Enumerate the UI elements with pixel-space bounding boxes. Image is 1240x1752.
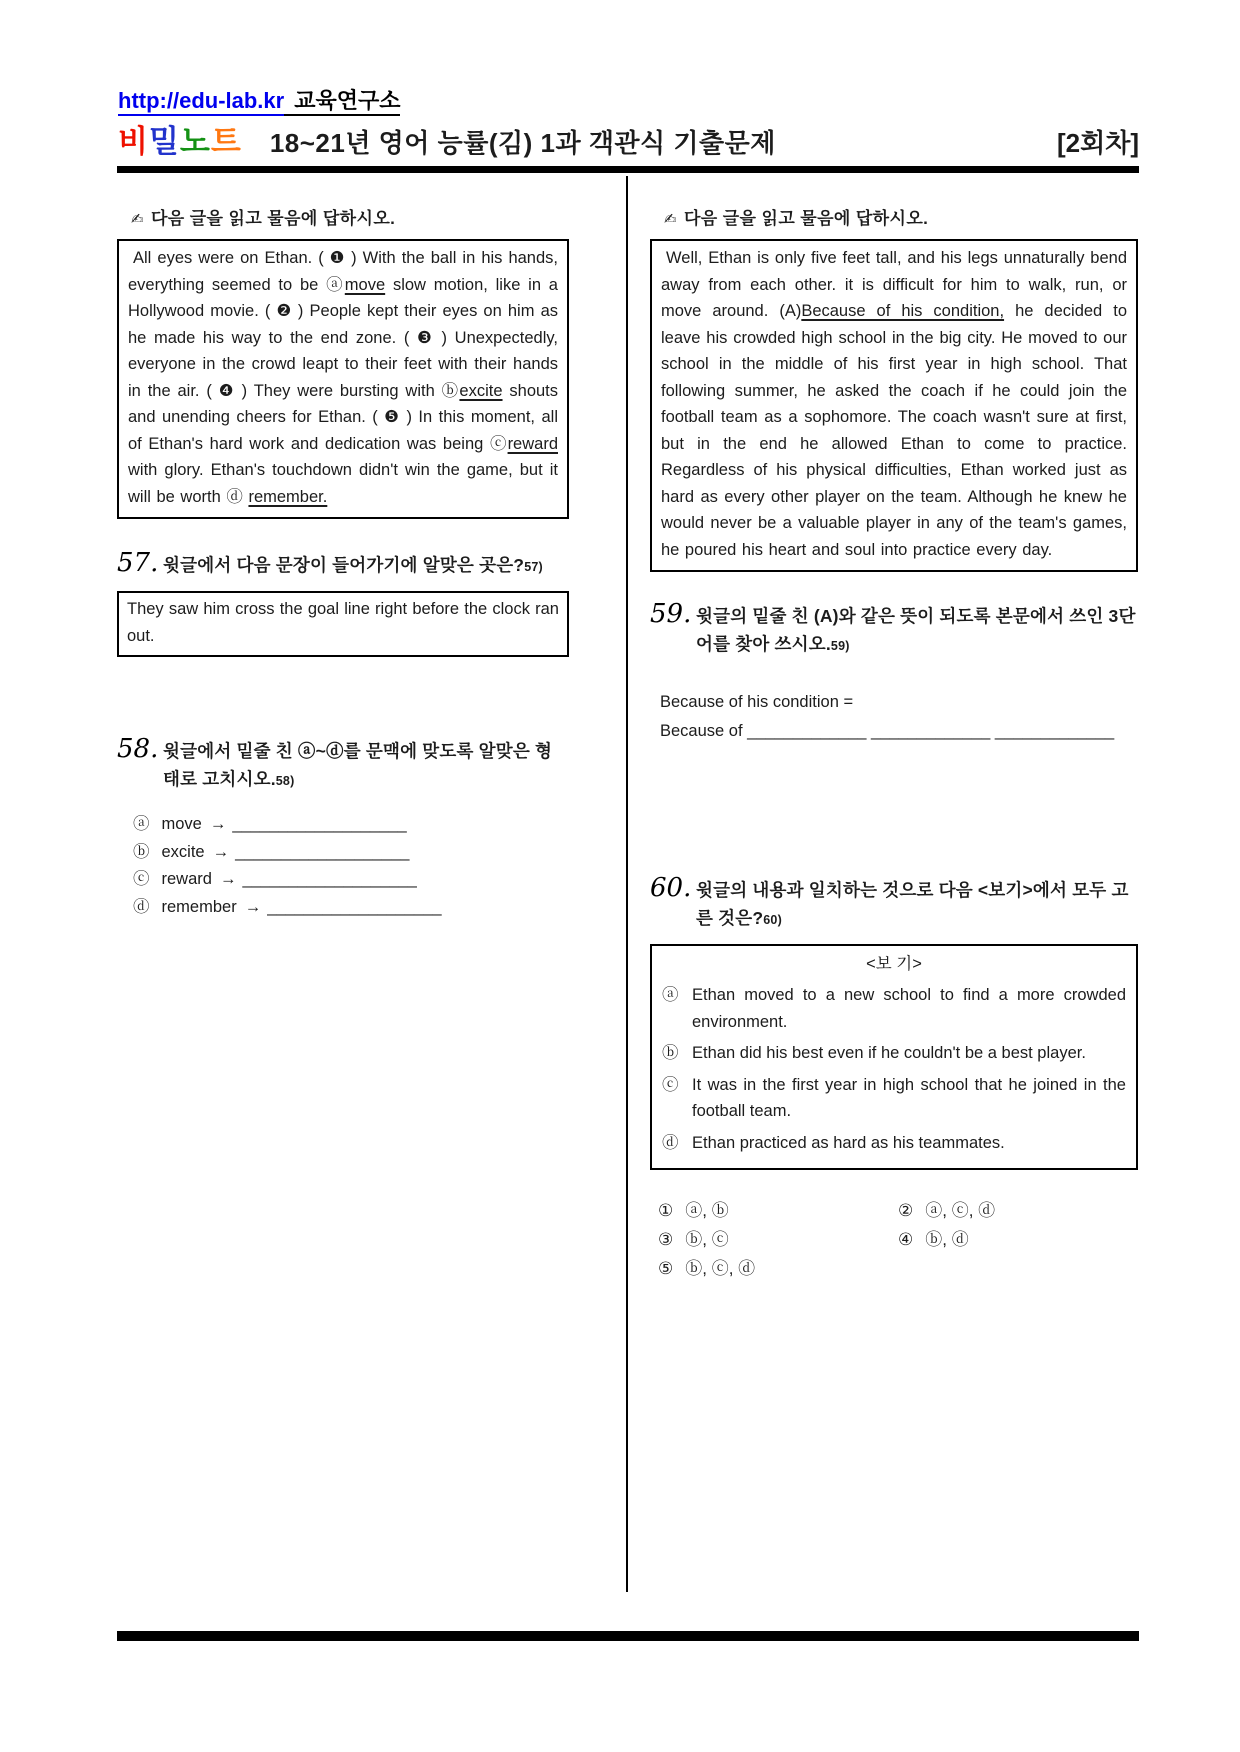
answer-line-2: Because of _____________ _____________ _____________ bbox=[660, 722, 1115, 740]
title-line bbox=[118, 116, 1139, 161]
choice-text: Ethan did his best even if he couldn't be a best player. bbox=[692, 1044, 1086, 1062]
page-title: 18~21년 영어 능률(김) 1과 객관식 기출문제 bbox=[269, 128, 776, 158]
choice-text: It was in the first year in high school that he joined in the football team. bbox=[692, 1075, 1126, 1120]
brand-char: 비 bbox=[118, 124, 149, 159]
right-column bbox=[650, 172, 1138, 1280]
circled-letter: ⓒ bbox=[662, 1075, 679, 1094]
option-list bbox=[658, 1200, 1138, 1280]
passage-box-2: Well, Ethan is only five feet tall, and his legs unnaturally bend away from each other. it is difficult for him to walk, run, or move around. (A)Because of his condition, he decided to leave his crowded high school in the big city. He moved to our school in the middle of his first year in high school. That following summer, he asked the coach if he could join the football team as a sophomore. The coach wasn't sure at first, but in the end he allowed Ethan to come to practice. Regardless of his physical difficulties, Ethan worked just as hard as every other player on the team. Although he knew he would never be a valuable player in any of the team's games, he poured his heart and soul into practice every day. bbox=[650, 239, 1138, 572]
question-text: 윗글의 내용과 일치하는 것으로 다음 <보기>에서 모두 고른 것은?60) bbox=[696, 880, 1129, 928]
circled-number: ⑤ bbox=[658, 1259, 674, 1278]
answer-blank: ___________________ bbox=[235, 842, 410, 861]
question-60 bbox=[650, 874, 1138, 934]
arrow-icon: → bbox=[212, 842, 230, 861]
footnote-marker: 60) bbox=[763, 913, 782, 927]
brand-logo bbox=[118, 116, 242, 161]
word: excite bbox=[161, 842, 205, 861]
footnote-marker: 59) bbox=[830, 639, 850, 653]
brand-char: 노 bbox=[179, 124, 211, 159]
word: move bbox=[161, 815, 202, 833]
answer-blank: ___________________ bbox=[242, 870, 417, 888]
choice-item-a bbox=[662, 982, 1126, 1035]
question-59 bbox=[650, 600, 1138, 660]
circled-letter: ⓓ bbox=[662, 1133, 679, 1152]
question-58 bbox=[117, 735, 569, 795]
option-set: ⓑ, ⓒ, ⓓ bbox=[685, 1259, 756, 1278]
option-set: ⓐ, ⓒ, ⓓ bbox=[925, 1201, 996, 1220]
question-number: 59. bbox=[650, 599, 692, 629]
choice-item-c bbox=[662, 1072, 1126, 1125]
rewrite-item-d bbox=[133, 894, 569, 922]
rewrite-items bbox=[133, 811, 569, 921]
choice-item-d bbox=[662, 1130, 1126, 1157]
option-set: ⓑ, ⓒ bbox=[685, 1230, 729, 1249]
question-text: 윗글의 밑줄 친 (A)와 같은 뜻이 되도록 본문에서 쓰인 3단어를 찾아 쓰시오.59) bbox=[696, 606, 1136, 654]
question-number: 57. bbox=[117, 548, 159, 578]
word: reward bbox=[161, 870, 212, 888]
site-link[interactable] bbox=[118, 84, 400, 115]
bogi-title: <보 기> bbox=[866, 955, 922, 973]
left-column bbox=[117, 172, 569, 921]
question-number: 58. bbox=[117, 734, 159, 764]
column-divider bbox=[626, 176, 628, 1592]
option-2 bbox=[898, 1200, 1138, 1222]
circled-number: ③ bbox=[658, 1230, 674, 1249]
site-url[interactable]: http://edu-lab.kr bbox=[118, 88, 284, 116]
round-badge: [2회차] bbox=[1056, 128, 1139, 158]
question-57 bbox=[117, 549, 569, 581]
arrow-icon: → bbox=[209, 815, 227, 833]
writing-hand-icon: ✍ bbox=[131, 211, 144, 228]
option-3 bbox=[658, 1229, 898, 1251]
circled-letter: ⓑ bbox=[662, 1044, 679, 1062]
insert-sentence-box: They saw him cross the goal line right before the clock ran out. bbox=[117, 591, 569, 657]
option-1 bbox=[658, 1200, 898, 1222]
brand-char: 트 bbox=[210, 124, 242, 159]
rewrite-item-c bbox=[133, 866, 569, 894]
question-number: 60. bbox=[650, 873, 692, 903]
option-4 bbox=[898, 1229, 1138, 1251]
section-prompt bbox=[664, 204, 1138, 229]
footnote-marker: 58) bbox=[275, 774, 295, 788]
circled-number: ② bbox=[898, 1201, 914, 1220]
answer-line-1: Because of his condition = bbox=[660, 693, 854, 711]
arrow-icon: → bbox=[219, 870, 237, 888]
circled-letter: ⓐ bbox=[133, 815, 150, 833]
section-prompt-text: 다음 글을 읽고 물음에 답하시오. bbox=[150, 209, 396, 228]
choice-text: Ethan practiced as hard as his teammates. bbox=[692, 1133, 1005, 1152]
section-prompt-text: 다음 글을 읽고 물음에 답하시오. bbox=[683, 209, 929, 228]
bogi-box bbox=[650, 944, 1138, 1170]
circled-letter: ⓒ bbox=[133, 870, 150, 888]
rewrite-item-b bbox=[133, 839, 569, 867]
option-set: ⓐ, ⓑ bbox=[685, 1201, 729, 1220]
footnote-marker: 57) bbox=[524, 560, 543, 574]
passage-box-1: All eyes were on Ethan. ( ❶ ) With the ball in his hands, everything seemed to be ⓐmove slow motion, like in a Hollywood movie. ( ❷ ) People kept their eyes on him as he made his way to the end zone. ( ❸ ) Unexpectedly, everyone in the crowd leapt to their feet with their hands in the air. ( ❹ ) They were bursting with ⓑexcite shouts and unending cheers for Ethan. ( ❺ ) In this moment, all of Ethan's hard work and dedication was being ⓒreward with glory. Ethan's touchdown didn't win the game, but it will be worth ⓓ remember. bbox=[117, 239, 569, 519]
question-text: 윗글에서 다음 문장이 들어가기에 알맞은 곳은?57) bbox=[163, 555, 543, 575]
answer-lines bbox=[660, 688, 1138, 746]
circled-letter: ⓑ bbox=[133, 842, 150, 861]
rewrite-item-a bbox=[133, 811, 569, 839]
choice-text: Ethan moved to a new school to find a more crowded environment. bbox=[692, 986, 1126, 1031]
answer-blank: ___________________ bbox=[232, 815, 407, 833]
circled-letter: ⓓ bbox=[133, 897, 150, 916]
section-prompt bbox=[131, 204, 569, 229]
circled-number: ① bbox=[658, 1201, 674, 1220]
option-5 bbox=[658, 1258, 898, 1280]
footer-rule bbox=[117, 1631, 1139, 1641]
writing-hand-icon: ✍ bbox=[664, 211, 677, 228]
option-set: ⓑ, ⓓ bbox=[925, 1230, 969, 1249]
answer-blank: ___________________ bbox=[267, 897, 442, 916]
brand-char: 밀 bbox=[148, 124, 180, 159]
word: remember bbox=[161, 897, 237, 916]
site-org-label: 교육연구소 bbox=[284, 88, 400, 116]
circled-number: ④ bbox=[898, 1230, 914, 1249]
circled-letter: ⓐ bbox=[662, 986, 679, 1004]
arrow-icon: → bbox=[244, 897, 262, 916]
question-text: 윗글에서 밑줄 친 ⓐ~ⓓ를 문맥에 맞도록 알맞은 형태로 고치시오.58) bbox=[163, 741, 553, 789]
choice-item-b bbox=[662, 1040, 1126, 1067]
